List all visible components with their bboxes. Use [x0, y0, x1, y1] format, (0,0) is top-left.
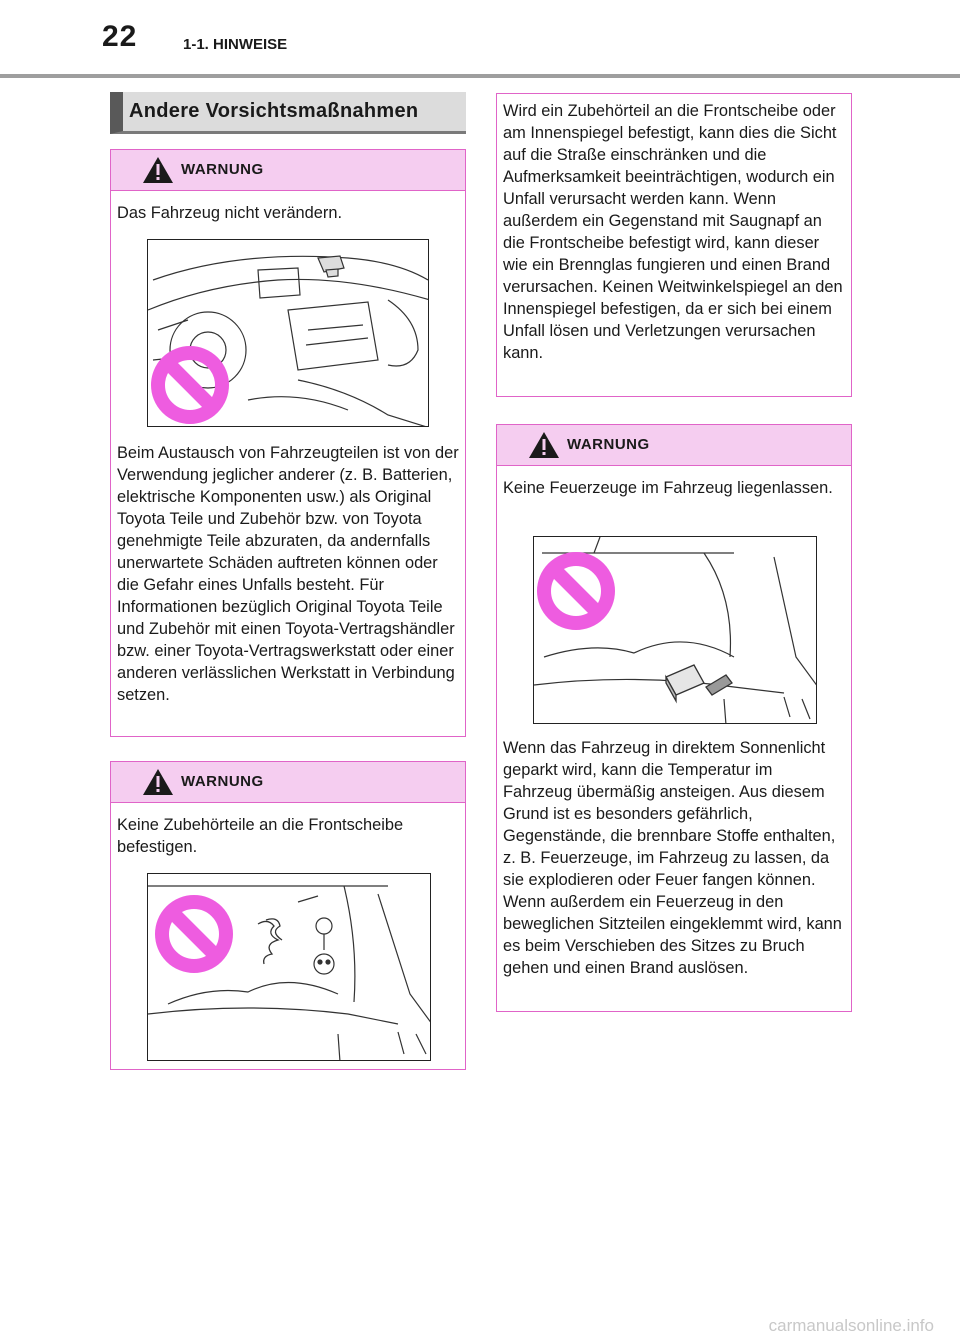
- warning-box-3: [496, 424, 852, 1012]
- dashboard-illustration: [147, 239, 429, 427]
- warning-body-text: Beim Austausch von Fahrzeugteilen ist von der Verwendung jeglicher anderer (z. B. Batterien, elektrische Komponenten usw.) als Original Toyota Teile und Zubehör bzw. von Toyota genehmigte Teile abzuraten, da andernfalls unerwartete Schäden auftreten können oder die Gefahr eines Unfalls besteht. Für Informationen bezüglich Original Toyota Teile und Zubehör mit einen Toyota-Vertragshändler bzw. einer Toyota-Vertragswerkstatt oder einer anderen verlässlichen Werkstatt in Verbindung setzen.: [117, 444, 459, 704]
- prohibition-icon: [162, 902, 226, 966]
- warning-box-2: [110, 761, 466, 1070]
- prohibition-icon: [158, 353, 222, 417]
- section-title: 1-1. HINWEISE: [183, 36, 288, 53]
- warning-text: Das Fahrzeug nicht verändern.: [117, 204, 343, 222]
- warning-text: Keine Feuerzeuge im Fahrzeug liegenlassen.: [503, 479, 833, 497]
- prohibition-icon: [544, 559, 608, 623]
- lighter-illustration: [533, 536, 817, 724]
- section-heading-text: Andere Vorsichtsmaßnahmen: [129, 100, 419, 122]
- header-rule: [0, 74, 960, 78]
- warning-header: [497, 425, 851, 466]
- warning-label: WARNUNG: [181, 773, 264, 790]
- warning-box-1: [110, 149, 466, 737]
- warning-triangle-icon: [142, 156, 174, 184]
- warning-label: WARNUNG: [181, 161, 264, 178]
- page-number: 22: [102, 20, 138, 53]
- watermark-logo: carmanualsonline.info: [768, 1316, 934, 1335]
- continuation-box: [496, 93, 852, 397]
- continuation-text: Wird ein Zubehörteil an die Frontscheibe oder am Innenspiegel befestigt, kann dies die Sicht auf die Straße einschränken und die Aufmerksamkeit beeinträchtigen, wodurch ein Unfall verursacht werden kann. Wenn außerdem ein Gegenstand mit Saugnapf an die Frontscheibe befestigt wird, kann dieser wie ein Brennglas fungieren und einen Brand verursachen. Keinen Weitwinkelspiegel an den Innenspiegel befestigen, da er sich bei einem Unfall lösen und Verletzungen verursachen kann.: [503, 102, 843, 362]
- warning-text: Keine Zubehörteile an die Frontscheibe befestigen.: [117, 816, 404, 856]
- warning-triangle-icon: [528, 431, 560, 459]
- warning-header: [111, 762, 465, 803]
- page-header: [0, 0, 960, 78]
- warning-body-text: Wenn das Fahrzeug in direktem Sonnenlicht geparkt wird, kann die Temperatur im Fahrzeug übermäßig ansteigen. Aus diesem Grund ist es besonders gefährlich, Gegenstände, die brennbare Stoffe enthalten, z. B. Feuerzeuge, im Fahrzeug zu lassen, da sie explodieren oder Feuer fangen können. Wenn außerdem ein Feuerzeug in den beweglichen Sitzteilen eingeklemmt wird, kann es beim Verschieben des Sitzes zu Bruch gehen und einen Brand auslösen.: [503, 739, 842, 977]
- windshield-accessory-illustration: [147, 873, 431, 1061]
- section-heading: [110, 92, 466, 134]
- warning-label: WARNUNG: [567, 436, 650, 453]
- warning-triangle-icon: [142, 768, 174, 796]
- warning-header: [111, 150, 465, 191]
